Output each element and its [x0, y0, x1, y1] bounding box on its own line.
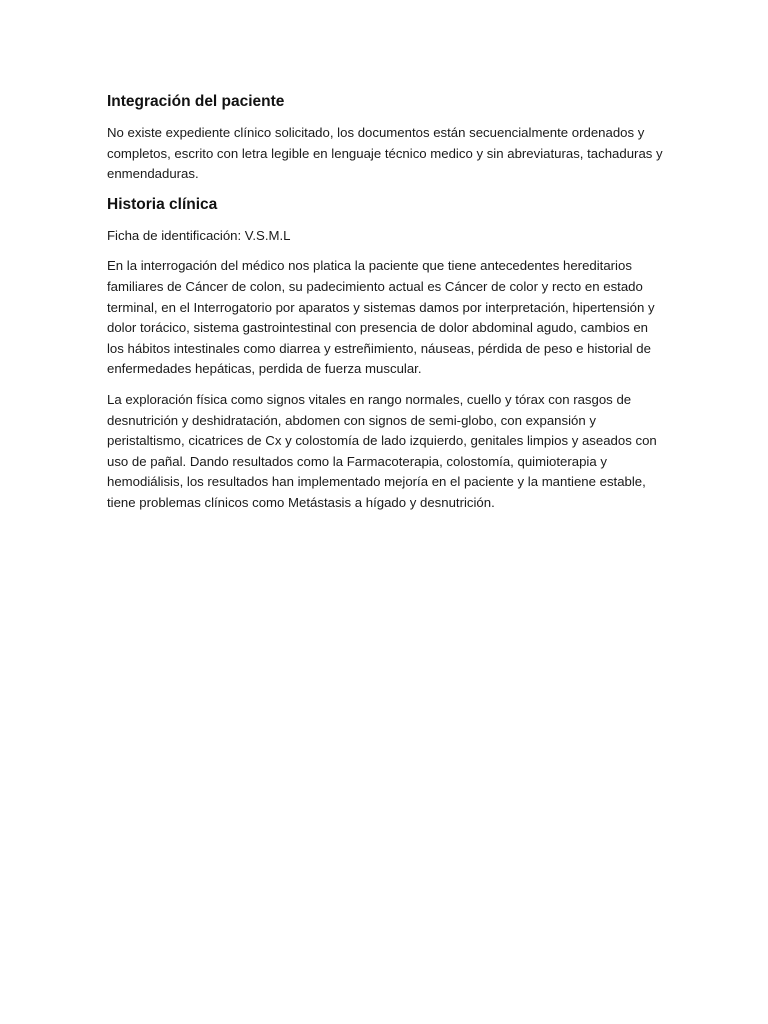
document-page: [107, 92, 663, 514]
interrogation-paragraph: En la interrogación del médico nos platica la paciente que tiene antecedentes hereditarios familiares de Cáncer de colon, su padecimiento actual es Cáncer de color y recto en estado terminal, en el Interrogatorio por aparatos y sistemas damos por interpretación, hipertensión y dolor torácico, sistema gastrointestinal con presencia de dolor abdominal agudo, cambios en los hábitos intestinales como diarrea y estreñimiento, náuseas, pérdida de peso e historial de enfermedades hepáticas, perdida de fuerza muscular.: [107, 258, 655, 377]
section-heading-integracion: Integración del paciente: [107, 93, 285, 110]
section-heading-historia-clinica: Historia clínica: [107, 195, 218, 213]
exploration-paragraph: La exploración física como signos vitales en rango normales, cuello y tórax con rasgos de desnutrición y deshidratación, abdomen con signos de semi-globo, con expansión y peristaltismo, cicatrices de Cx y colostomía de lado izquierdo, genitales limpios y aseados con uso de pañal. Dando resultados como la Farmacoterapia, colostomía, quimioterapia y hemodiálisis, los resultados han implementado mejoría en el paciente y la mantiene estable, tiene problemas clínicos como Metástasis a hígado y desnutrición.: [107, 391, 657, 510]
integracion-paragraph: No existe expediente clínico solicitado, los documentos están secuencialmente ordenados y completos, escrito con letra legible en lenguaje técnico medico y sin abreviaturas, tachaduras y enmendaduras.: [107, 125, 663, 182]
identification-line: Ficha de identificación: V.S.M.L: [107, 227, 291, 243]
